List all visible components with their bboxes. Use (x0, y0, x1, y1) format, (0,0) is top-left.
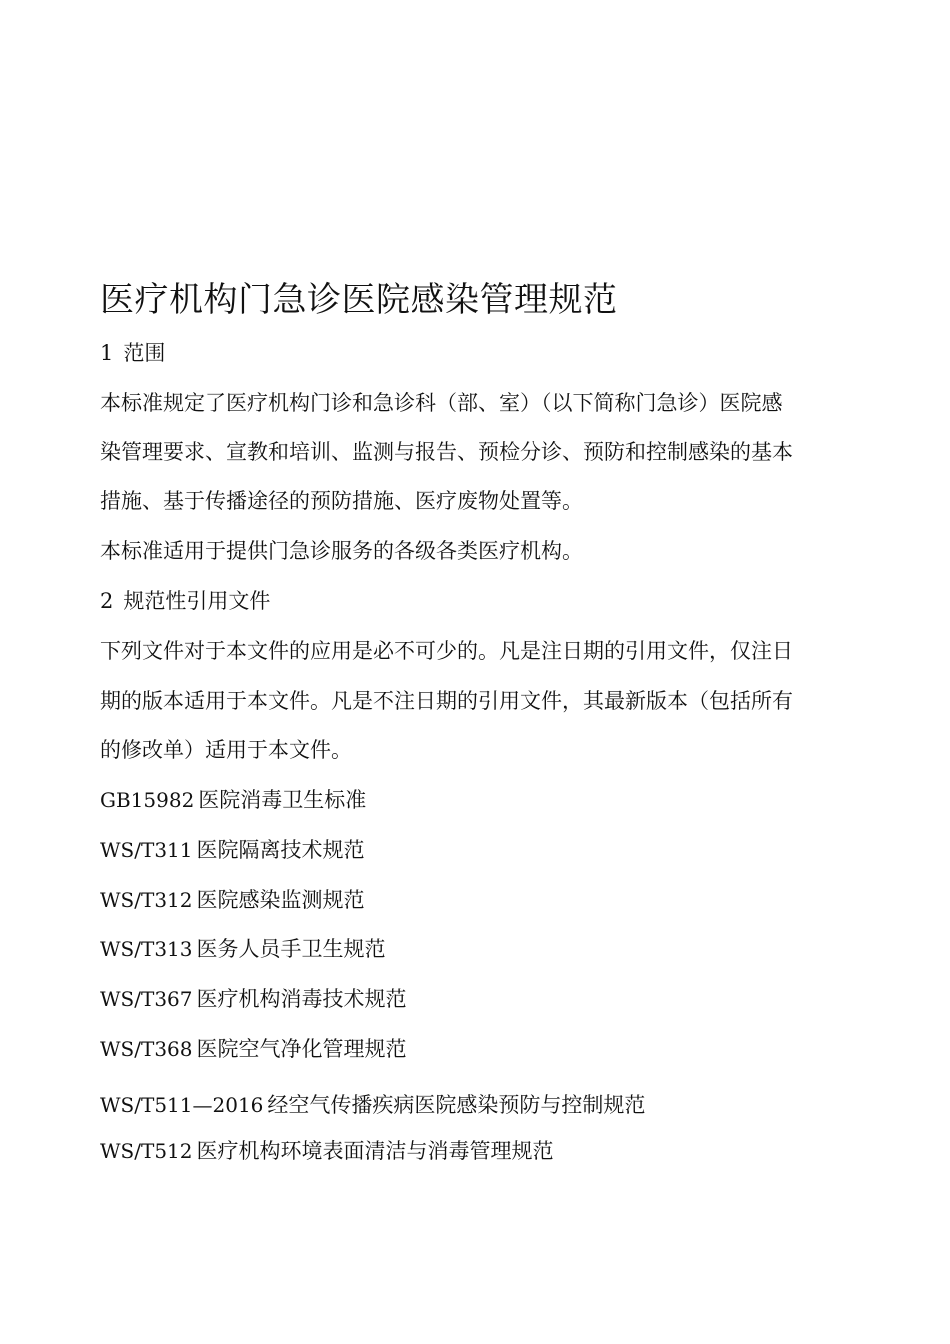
reference-item (100, 1090, 645, 1120)
reference-code: WS/T512 (100, 1139, 193, 1163)
section-1-scope-paragraph: 本标准适用于提供门急诊服务的各级各类医疗机构。 (100, 539, 583, 563)
section-2-paragraph-line: 下列文件对于本文件的应用是必不可少的。凡是注日期的引用文件，仅注日 (100, 639, 793, 663)
section-2-paragraph-line: 的修改单）适用于本文件。 (100, 738, 352, 762)
reference-name: 医院隔离技术规范 (196, 838, 365, 862)
reference-code: WS/T511—2016 (100, 1093, 264, 1117)
reference-name: 医院空气净化管理规范 (196, 1037, 407, 1061)
section-2-paragraph-line: 期的版本适用于本文件。凡是不注日期的引用文件，其最新版本（包括所有 (100, 689, 793, 713)
reference-code: WS/T367 (100, 987, 193, 1011)
section-2-title: 规范性引用文件 (123, 589, 271, 613)
reference-code: WS/T312 (100, 888, 193, 912)
reference-item (100, 934, 386, 964)
reference-name: 医务人员手卫生规范 (196, 937, 386, 961)
reference-item (100, 835, 365, 865)
reference-name: 医院消毒卫生标准 (198, 788, 367, 812)
reference-name: 医疗机构环境表面清洁与消毒管理规范 (196, 1139, 554, 1163)
reference-code: GB15982 (100, 788, 195, 812)
section-1-number: 1 (100, 341, 114, 365)
reference-name: 医疗机构消毒技术规范 (196, 987, 407, 1011)
section-1-paragraph-line: 本标准规定了医疗机构门诊和急诊科（部、室）（以下简称门急诊）医院感 (100, 391, 783, 415)
reference-code: WS/T313 (100, 937, 193, 961)
section-2-heading (100, 586, 270, 616)
reference-item (100, 885, 365, 915)
reference-code: WS/T311 (100, 838, 193, 862)
reference-item (100, 984, 407, 1014)
reference-code: WS/T368 (100, 1037, 193, 1061)
section-1-paragraph-line: 措施、基于传播途径的预防措施、医疗废物处置等。 (100, 489, 583, 513)
reference-name: 经空气传播疾病医院感染预防与控制规范 (267, 1093, 646, 1117)
reference-item (100, 1136, 554, 1166)
section-1-paragraph-line: 染管理要求、宣教和培训、监测与报告、预检分诊、预防和控制感染的基本 (100, 440, 793, 464)
reference-item (100, 785, 366, 815)
section-1-title: 范围 (123, 341, 166, 365)
section-2-number: 2 (100, 589, 114, 613)
document-title: 医疗机构门急诊医院感染管理规范 (100, 280, 618, 320)
reference-item (100, 1034, 407, 1064)
reference-name: 医院感染监测规范 (196, 888, 365, 912)
section-1-heading (100, 338, 165, 368)
